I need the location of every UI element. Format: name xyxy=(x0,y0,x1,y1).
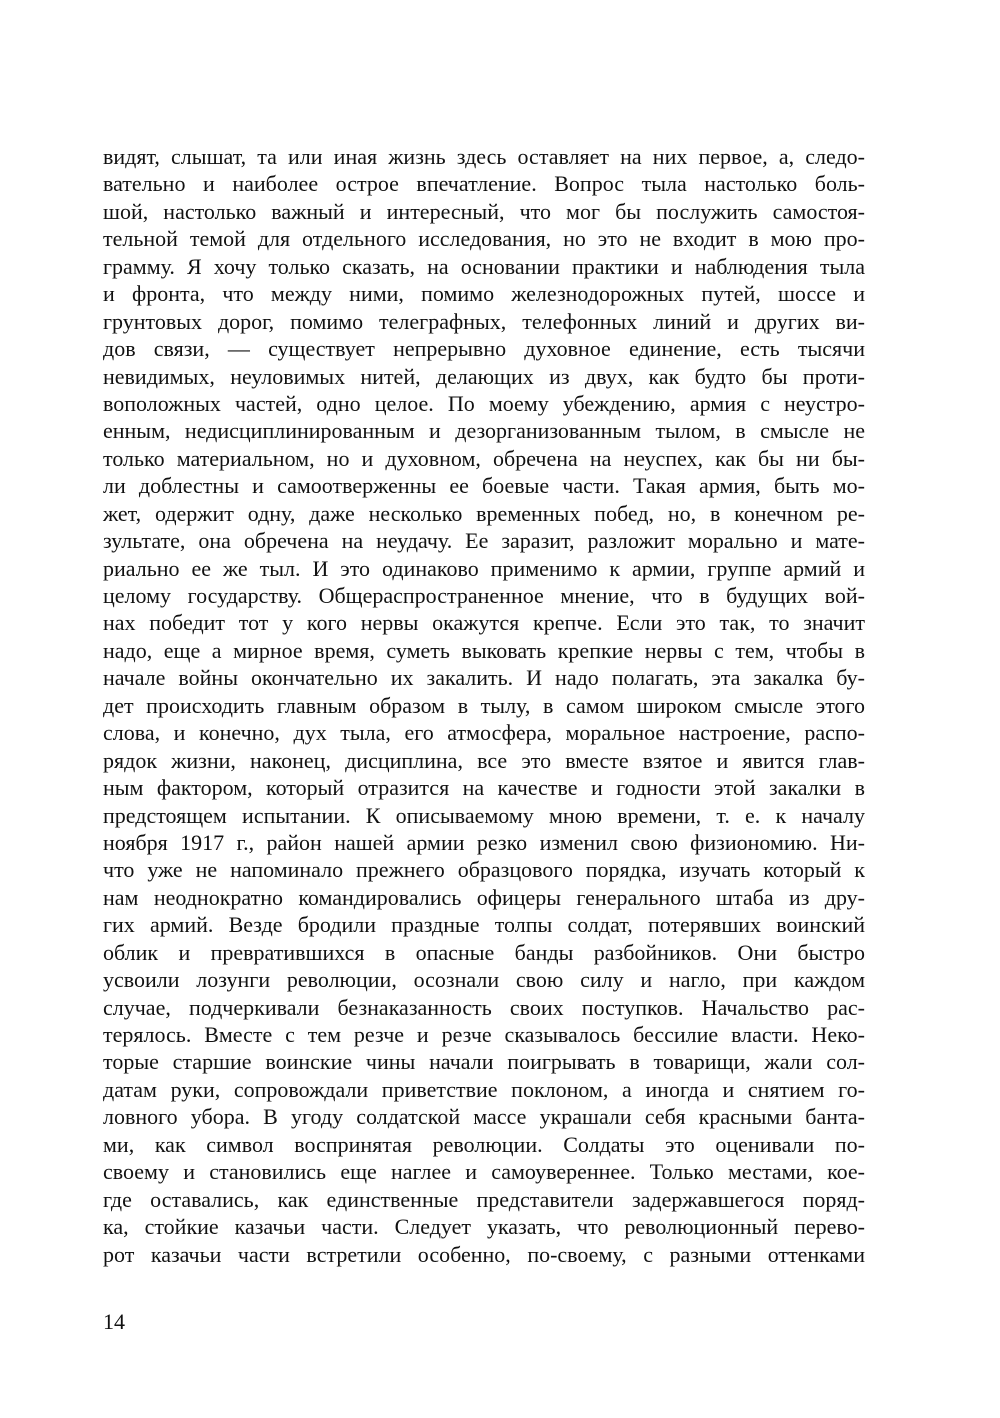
text-line-2: вательно и наиболее острое впечатление. Вопрос тыла настолько боль- xyxy=(103,171,865,197)
text-line-14: жет, одержит одну, даже несколько временных побед, но, в конечном ре- xyxy=(103,500,865,526)
text-line-35: датам руки, сопровождали приветствие поклоном, а иногда и снятием го- xyxy=(103,1076,865,1102)
text-line-23: рядок жизни, наконец, дисциплина, все это вместе взятое и явится глав- xyxy=(103,747,865,773)
text-line-21: дет происходить главным образом в тылу, в самом широком смысле этого xyxy=(103,692,865,718)
text-line-29: гих армий. Везде бродили праздные толпы солдат, потерявших воинский xyxy=(103,912,865,938)
text-line-7: грунтовых дорог, помимо телеграфных, телефонных линий и других ви- xyxy=(103,308,865,334)
text-line-33: терялось. Вместе с тем резче и резче сказывалось бессилие власти. Неко- xyxy=(103,1022,865,1047)
text-line-6: и фронта, что между ними, помимо железнодорожных путей, шоссе и xyxy=(103,281,865,307)
text-line-28: нам неоднократно командировались офицеры генерального штаба из дру- xyxy=(103,884,865,910)
body-text xyxy=(103,143,865,1268)
text-line-15: зультате, она обречена на неудачу. Ее заразит, разложит морально и мате- xyxy=(103,528,865,554)
text-line-9: невидимых, неуловимых нитей, делающих из двух, как будто бы проти- xyxy=(103,363,865,389)
text-line-13: ли доблестны и самоотверженны ее боевые части. Такая армия, быть мо- xyxy=(103,473,865,499)
text-line-12: только материальном, но и духовном, обречена на неуспех, как бы ни бы- xyxy=(103,445,865,471)
text-line-38: своему и становились еще наглее и самоувереннее. Только местами, кое- xyxy=(103,1159,865,1185)
text-line-34: торые старшие воинские чины начали поигрывать в товарищи, жали сол- xyxy=(103,1049,865,1075)
text-line-24: ным фактором, который отразится на качестве и годности этой закалки в xyxy=(103,775,865,801)
text-line-30: облик и превратившихся в опасные банды разбойников. Они быстро xyxy=(103,939,865,965)
text-line-3: шой, настолько важный и интересный, что мог бы послужить самостоя- xyxy=(103,198,865,224)
text-line-18: нах победит тот у кого нервы окажутся крепче. Если это так, то значит xyxy=(103,610,865,636)
text-line-11: енным, недисциплинированным и дезорганизованным тылом, в смысле не xyxy=(103,418,865,444)
text-line-20: начале войны окончательно их закалить. И надо полагать, эта закалка бу- xyxy=(103,665,865,691)
text-line-37: ми, как символ воспринятая революции. Солдаты это оценивали по- xyxy=(103,1131,865,1157)
page-number: 14 xyxy=(103,1309,125,1334)
text-line-4: тельной темой для отдельного исследования, но это не входит в мою про- xyxy=(103,226,865,252)
text-line-22: слова, и конечно, дух тыла, его атмосфера, моральное настроение, распо- xyxy=(103,720,865,746)
text-line-39: где оставались, как единственные представители задержавшегося поряд- xyxy=(103,1186,865,1212)
text-line-17: целому государству. Общераспространенное мнение, что в будущих вой- xyxy=(103,583,865,608)
text-line-10: воположных частей, одно целое. По моему убеждению, армия с неустро- xyxy=(103,390,865,416)
text-line-16: риально ее же тыл. И это одинаково применимо к армии, группе армий и xyxy=(103,555,865,581)
text-line-40: ка, стойкие казачьи части. Следует указать, что революционный перево- xyxy=(103,1214,865,1240)
text-line-1: видят, слышат, та или иная жизнь здесь оставляет на них первое, а, следо- xyxy=(103,144,865,169)
text-line-31: усвоили лозунги революции, осознали свою силу и нагло, при каждом xyxy=(103,967,865,993)
text-line-32: случае, подчеркивали безнаказанность своих поступков. Начальство рас- xyxy=(103,994,865,1020)
text-line-26: ноября 1917 г., район нашей армии резко изменил свою физиономию. Ни- xyxy=(103,829,865,855)
text-line-41: рот казачьи части встретили особенно, по-своему, с разными оттенками xyxy=(103,1241,865,1267)
text-line-19: надо, еще а мирное время, суметь выковать крепкие нервы с тем, чтобы в xyxy=(103,637,865,663)
text-line-27: что уже не напоминало прежнего образцового порядка, изучать который к xyxy=(103,857,865,883)
text-line-5: грамму. Я хочу только сказать, на основании практики и наблюдения тыла xyxy=(103,253,865,279)
text-line-36: ловного убора. В угоду солдатской массе украшали себя красными банта- xyxy=(103,1104,865,1130)
text-line-25: предстоящем испытании. К описываемому мною времени, т. е. к началу xyxy=(103,802,865,828)
text-line-8: дов связи, — существует непрерывно духовное единение, есть тысячи xyxy=(103,336,865,362)
